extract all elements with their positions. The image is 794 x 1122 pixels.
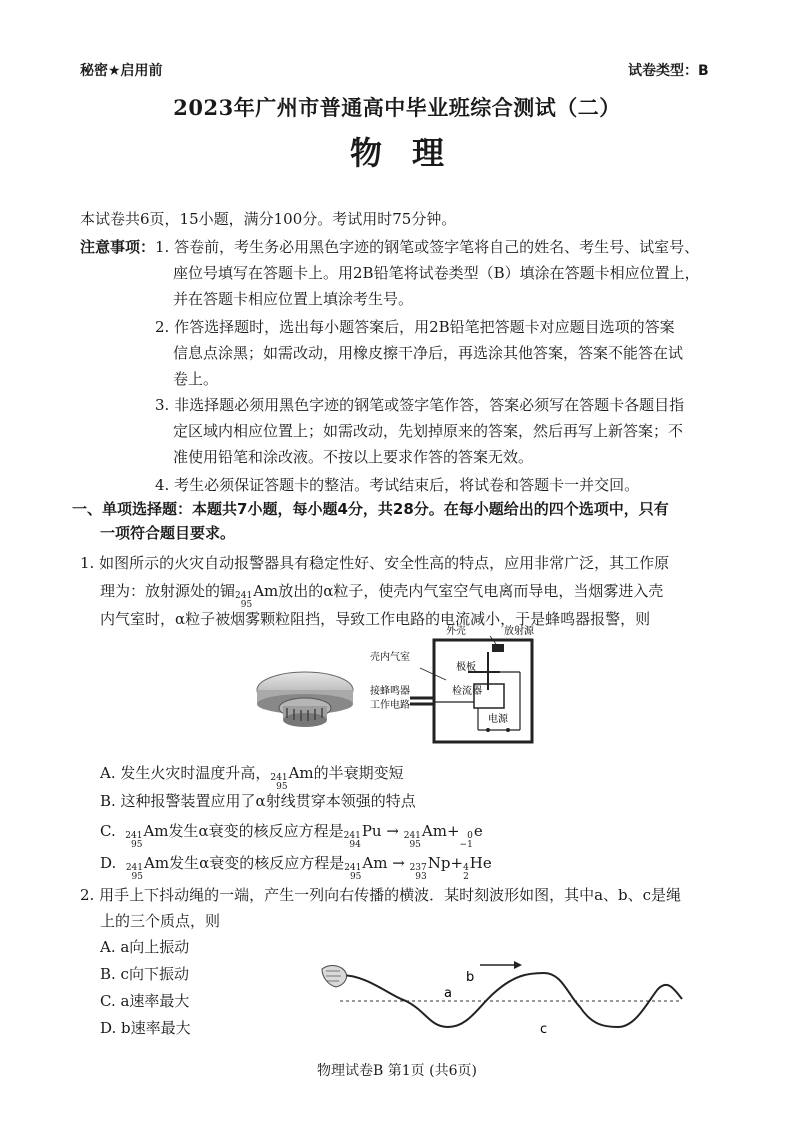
q1-option-c: C. 241 95 Am发生α衰变的核反应方程是 241 94 Pu → 241 95 Am+ 0 −1 e xyxy=(100,822,483,850)
arrow-head-icon xyxy=(514,961,522,969)
label-chamber: 壳内气室 xyxy=(370,652,410,663)
label-plate: 极板 xyxy=(456,662,476,673)
q1-stem-line-2: 理为：放射源处的镅 241 95 Am放出的α粒子，使壳内气室空气电离而导电，当烟雾进入壳 xyxy=(100,582,664,610)
point-c-label: c xyxy=(540,1022,548,1037)
radiation-source-block xyxy=(492,644,504,652)
note-3-line-2: 定区域内相应位置上；如需改动，先划掉原来的答案，然后再写上新答案；不 xyxy=(173,422,684,440)
note-2-line-1: 2. 作答选择题时，选出每小题答案后，用2B铅笔把答题卡对应题目选项的答案 xyxy=(155,318,675,336)
section-heading-line-2: 一项符合题目要求。 xyxy=(100,524,236,542)
q2-option-c: C. a速率最大 xyxy=(100,992,190,1010)
q2-stem-line-2: 上的三个质点，则 xyxy=(100,912,221,930)
q1-stem-line-3: 内气室时，α粒子被烟雾颗粒阻挡，导致工作电路的电流减小，于是蜂鸣器报警，则 xyxy=(100,610,651,628)
paper-type-label: 试卷类型：B xyxy=(628,63,709,79)
q1-option-d: D. 241 95 Am发生α衰变的核反应方程是 241 95 Am → 237 93 Np+ 4 2 He xyxy=(100,854,492,882)
note-2-line-2: 信息点涂黑；如需改动，用橡皮擦干净后，再选涂其他答案，答案不能答在试 xyxy=(173,344,684,362)
label-power: 电源 xyxy=(488,714,508,725)
point-b-label: b xyxy=(466,970,475,985)
point-a-label: a xyxy=(444,986,452,1001)
notes-label: 注意事项： xyxy=(80,238,156,256)
note-2-line-3: 卷上。 xyxy=(173,370,219,388)
label-shell: 外壳 xyxy=(446,626,466,637)
subject-title: 物理 xyxy=(349,134,474,172)
outer-shell xyxy=(434,640,532,742)
label-buzzer-2: 工作电路 xyxy=(370,700,410,711)
section-heading-line-1: 一、单项选择题：本题共7小题，每小题4分，共28分。在每小题给出的四个选项中，只有 xyxy=(72,500,669,518)
exam-title: 2023年广州市普通高中毕业班综合测试（二） xyxy=(173,95,621,120)
q2-option-a: A. a向上振动 xyxy=(100,938,190,956)
note-1-line-1: 1. 答卷前，考生务必用黑色字迹的钢笔或签字笔将自己的姓名、考生号、试室号、 xyxy=(155,238,700,256)
q2-option-d: D. b速率最大 xyxy=(100,1019,191,1037)
rope-wave-diagram xyxy=(318,955,698,1045)
q2-stem-line-1: 2. 用手上下抖动绳的一端，产生一列向右传播的横波．某时刻波形如图，其中a、b、c是绳 xyxy=(80,886,682,904)
secret-label: 秘密★启用前 xyxy=(80,63,163,79)
note-4-line-1: 4. 考生必须保证答题卡的整洁。考试结束后，将试卷和答题卡一并交回。 xyxy=(155,476,640,494)
nuclide-am: 241 95 Am xyxy=(235,582,279,610)
q2-option-b: B. c向下振动 xyxy=(100,965,189,983)
label-source: 放射源 xyxy=(504,626,534,637)
note-1-line-3: 并在答题卡相应位置上填涂考生号。 xyxy=(173,290,414,308)
label-detector: 检流器 xyxy=(452,686,482,697)
q1-option-a: A. 发生火灾时温度升高， 241 95 Am的半衰期变短 xyxy=(100,764,404,792)
label-buzzer-1: 接蜂鸣器 xyxy=(370,686,410,697)
q1-option-b: B. 这种报警装置应用了α射线贯穿本领强的特点 xyxy=(100,792,416,810)
alarm-circuit-diagram xyxy=(370,622,540,747)
intro-text: 本试卷共6页，15小题，满分100分。考试用时75分钟。 xyxy=(80,210,457,228)
q1-stem-line-1: 1. 如图所示的火灾自动报警器具有稳定性好、安全性高的特点，应用非常广泛，其工作原 xyxy=(80,554,670,572)
note-3-line-1: 3. 非选择题必须用黑色字迹的钢笔或签字笔作答，答案必须写在答题卡各题目指 xyxy=(155,396,685,414)
page-footer: 物理试卷B 第1页 (共6页) xyxy=(317,1063,477,1079)
smoke-detector-photo xyxy=(255,650,355,735)
note-3-line-3: 准使用铅笔和涂改液。不按以上要求作答的答案无效。 xyxy=(173,448,534,466)
note-1-line-2: 座位号填写在答题卡上。用2B铅笔将试卷类型（B）填涂在答题卡相应位置上， xyxy=(173,264,700,282)
wave-curve xyxy=(340,973,682,1027)
